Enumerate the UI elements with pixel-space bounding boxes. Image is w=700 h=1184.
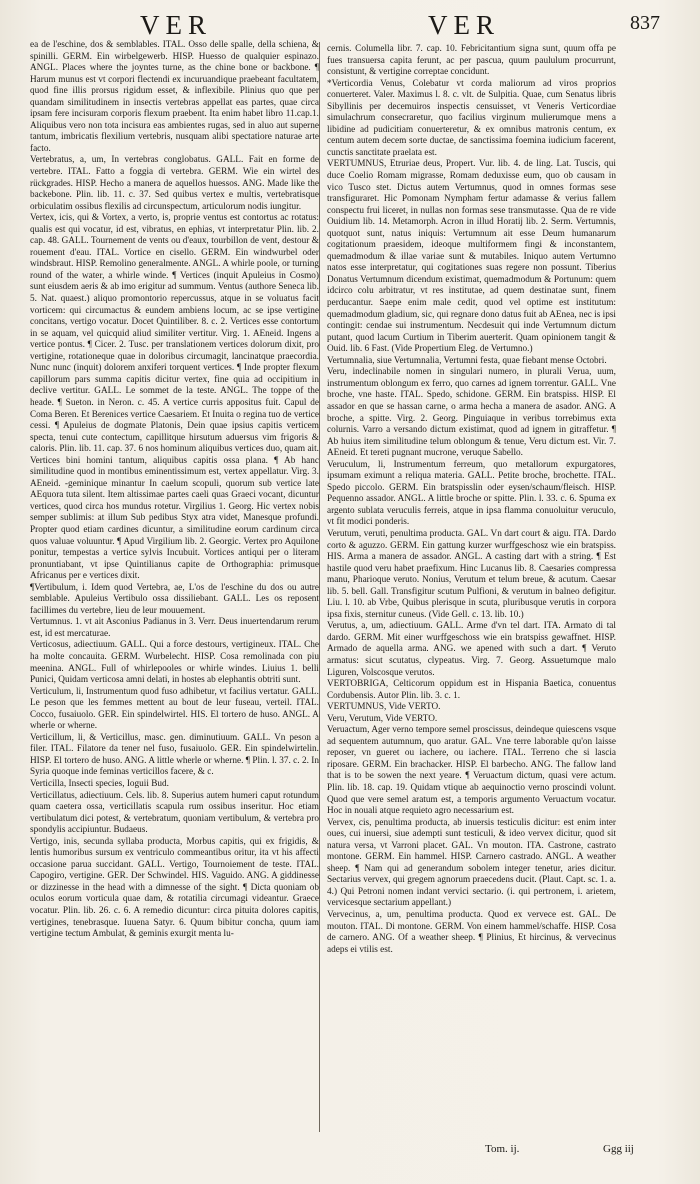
entry-verticulum: Verticulum, li, Instrumentum quod fuso adhibetur, vt facilius vertatur. GALL. Le peson que les femmes mettent au bout de leur fuseau, verteil. ITAL. Cocco, fusaiuolo. GER. Ein spindelwirtel. HIS. El tortero de huso. ANGL. A wherle or wherne. [30,686,319,732]
column-divider [319,42,320,1132]
entry-vervex: Vervex, cis, penultima producta, ab inuersis testiculis dicitur: est enim inter oues, cui inuersi, siue adempti sunt testiculi, & ideo vervex dicitur, quod sit natura versa, vt Varroni placet. GAL. Vn mouton. ITA. Castrone, castrato montone. GERM. Ein hammel. HISP. Carnero castrado. ANGL. A weather sheep. ¶ Nam qui ad generandum sobolem integer tenetur, aries dicitur. Sectarius vervex, qui gregem agnorum praecedens ducit. (Plaut. Capt. sc. 1. a. 4.) Qui Petroni nomen indant vervici sectario. (i. qui pertronem, i. arietem, vervicesque sectarium appellant.) [327,817,616,909]
entry-vertumnus: VERTUMNUS, Etruriae deus, Propert. Vur. lib. 4. de ling. Lat. Tuscis, qui duce Coelio Romam migrasse, Romam deduxisse eum, quo ob causam in vico Tusco stet. Dictus autem Vertumnus, quod in omnes formas sese transfiguraret. Hic Pomonam Nympham fertur adamasse & verius fallem conspectu frui liceret, in nullas non formas sese transmutasse. Qua de re vide Ouidium lib. 14. Metamorph. Acron in illud Horatij lib. 2. Serm. Vertumnis, quotquot sunt, natus iniquis: Vertumnum ait esse Deum humanarum cogitationum praesidem, ideoque multiformem fingi & inconstantem, quemadmodum & illae variae sunt & mutabiles. Iniquo autem Vertumno natos esse interpretatur, qui cogitationes suas regere non possunt. Tiberius Donatus Vertumnum dicendum existimat, quemadmodum & Portunum: quem idcirco colu arbitratur, vt res institutae, ad quem destinatae sunt, finem perducantur. Saepe enim male cedit, quod vel optime est institutum: quemadmodum gladium, sic, qui regnare dono datus fuit ab AEnea, nec is ipsi contingit: cendae sui instrumentum. Necdesuit qui inde Vertumnum dictum putant, quod lacum Curtium in Tiberim auerterit. Quam opinionem tangit & Ouid. lib. 6 Fast. (Vide Propertium Eleg. de Vertumno.) [327,159,616,355]
entry-veru-ref: Veru, Verutum, Vide VERTO. [327,713,438,724]
entry-verutus: Verutus, a, um, adiectiuum. GALL. Arme d'vn tel dart. ITA. Armato di tal dardo. GERM. Mit einer wurffgeschoss wie ein bratspiss gewaffnet. HISP. Armado de aquella arma. ANG. we apened with such a dart. ¶ Veruto armatus: sicut scutatus, clypeatus. Virg. 7. Georg. Assuetumque malo Liguren, Volscosque verutos. [327,621,616,678]
running-head-right: VER [428,10,500,40]
entry-verticillatus: Verticillatus, adiectiuum. Cels. lib. 8. Superius autem humeri caput rotundum quam caetera ossa, verticillatis scapula rum ossibus inseritur. Hoc etiam vertibulatum dici potest, & vertebratum, quoniam vertibulum, & vertebra pro spondylis accipiuntur. Budaeus. [30,790,319,836]
entry-vertigo-cont: cernis. Columella libr. 7. cap. 10. Febricitantium signa sunt, quum offa pe fues transuersa capita ferunt, ac per pascua, quum paululum procurrunt, consistunt, & vertigine correptae concidunt. [327,44,616,78]
right-column [327,44,616,956]
entry-verticillum: Verticillum, li, & Verticillus, masc. gen. diminutiuum. GALL. Vn peson a filer. ITAL. Filatore da tener nel fuso, fusaiuolo. GER. Ein spindelwirtelin. HISP. El tortero de huso. ANG. A little wherle or wherne. ¶ Plin. l. 37. c. 2. In Syria quoque inde feminas verticillos facere, & c. [30,732,319,778]
entry-vertebratus: Vertebratus, a, um, In vertebras conglobatus. GALL. Fait en forme de vertebre. ITAL. Fatto a foggia di vertebra. GERM. Wie ein wirtel des rückgrades. HISP. Hecho a manera de aquellos huessos. ANG. Made like the backebone. Plin. lib. 11. c. 37. Sed quibus vertex e multis, vertebratisque orbiculatim ossibus flexilis ad circunspectum, articulorum nodis iungitur. [30,155,319,212]
page-footer [30,1143,660,1159]
entry-vervecinus: Vervecinus, a, um, penultima producta. Quod ex vervece est. GAL. De mouton. ITAL. Di montone. GERM. Von einem hammel/schaffe. HISP. Cosa de carnero. ANG. Of a weather sheep. ¶ Plinius, Et hircinus, & vervecinus adeps ei vtilis est. [327,910,616,955]
entry-vertumnus-asconius: Vertumnus. 1. vt ait Asconius Padianus in 3. Verr. Deus inuertendarum rerum est, id est mercaturae. [30,617,319,639]
entry-vertumnalia: Vertumnalia, siue Vertumnalia, Vertumni festa, quae fiebant mense Octobri. [327,355,607,366]
running-head-left: VER [140,10,212,40]
entry-vertebra-cont: ea de l'eschine, dos & semblables. ITAL. Osso delle spalle, della schiena, & spinilli. GERM. Ein wirbelgewerb. HISP. Huesso de qualquier espinazo. ANGL. Places where the joyntes turne, as the chine bone or backbone. ¶ Harum munus est vt corpori flectendi ex incuruandique praebeant facultatem, quod fine illis prorsus rigidum esset, & inflexibile. Plinius quo que per quandam similitudinem in insectis vertebras appellat eas partes, quae circa ipsam fere incisuram corporis flexum praebent. Ita enim habet libro 11.cap.1. Aliquibus vero non tota incisura eas ambientes rugas, sed in aluo aut superne tantum, imbricatis flexilium vertebris, nusquam alibi spectatiore naturae arte facto. [30,40,319,154]
entry-vertibulum: ¶Vertibulum, i. Idem quod Vertebra, ae, L'os de l'eschine du dos ou autre semblable. Apuleius Vertibulo ossa dissiliebant. GALL. Les os reposent facillimes du vertebre, lieu de leur mouuement. [30,582,319,616]
signature-mark: Ggg iij [603,1143,634,1155]
entry-verticosus: Verticosus, adiectiuum. GALL. Qui a force destours, vertigineux. ITAL. Che ha molte concauita. GERM. Wurbelecht. HISP. Cosa remolinada con piu meenina. ANGL. Full of whirlepooles or whirle windes. Liuius 1. belli Punici, Quidam verticosa amni delati, in hostes ab elephantis obtriti sunt. [30,640,319,686]
page-number: 837 [630,12,660,34]
entry-verutum: Verutum, veruti, penultima producta. GAL. Vn dart court & aigu. ITA. Dardo corto & aguzzo. GERM. Ein gattung kurzer wurffgeschosz wie ein bratspiss. HIS. Arma a manera de assador. ANGL. A casting dart with a string. ¶ Est hastile quod veru habet praefixum. Hinc Lucanus lib. 8. Caesaries compressa manu, Pharioque veruto. Nonius, Verutum et telum breue, & acutum. Caesar lib. 5. bell. Gall. Transfigitur scutum Pulfioni, & verutum in balneo defigitur. Liu. l. 10. ab Vrbe, Quibus plerisque in scuta, pluribusque verutis in corpora ipsa fixis, sternitur cuneus. (Vide Gell. c. 13. lib. 10.) [327,528,616,620]
volume-mark: Tom. ij. [485,1143,520,1155]
entry-veru: Veru, indeclinabile nomen in singulari numero, in plurali Verua, uum, instrumentum oblongum ex ferro, quo carnes ad ignem torrentur. GALL. Vne broche, vne haste. ITAL. Spedo, schidone. GERM. Ein bratspiss. HISP. El assador en que se hassan carne, o arma hecha a manera de asador. ANG. A broche, a spitte. Virg. 2. Georg. Pinguiaque in veribus torrebimus exta colurnis. Varro a versando dictum existimat, quod ad ignem in gitraffetur. ¶ Ab huius item similitudine telum oblongum & tenue, Veru dictum est. Vir. 7. AEneid. Et tereti pugnant mucrone, veruque Sabello. [327,367,616,459]
entry-vertigo: Vertigo, inis, secunda syllaba producta, Morbus capitis, qui ex frigidis, & lentis humoribus sursum ex ventriculo commeantibus oritur, ita vt his affecti occasione parua succidant. GALL. Vertigo, Tournoiement de teste. ITAL. Capogiro, vertigine. GER. Der Schwindel. HIS. Vaguido. ANG. A giddinesse or dizzinesse in the head with a dimnesse of the sight. ¶ Dicta quoniam ob oculos eorum vorticula quae dam, & rotatilia circumagi videantur. Graece vocatur. Plin. lib. 26. c. 6. A remedio dicuntur: circa pituita dolores capitis, vertigines, tenebrasque. Iuuena Satyr. 6. Quum bibitur concha, quum iam vertigine tectum Ambulat, & geminis exurgit menta lu- [30,836,319,940]
entry-verticilla: Verticilla, Insecti species, Ioguii Bud. [30,779,169,789]
entry-verticordia: *Verticordia Venus, Colebatur vt corda maliorum ad viros proprios conuerteret. Valer. Maximus l. 8. c. vlt. de Sulpitia. Quae, cum Senatus libris Sibyllinis per decemuiros inspectis censuisset, vt Veneris Verticordiae simulachrum consecraretur, quo facilius virginum mulierumque mens a libidine ad pudicitiam conuerteretur, & ex omnibus matronis centum, ex centum autem decem sorte ductae, de sanctissima foemina iudicium facerent, cunctis sanctitate praelata est. [327,78,616,158]
entry-veruculum: Veruculum, li, Instrumentum ferreum, quo metallorum expurgatores, ipsumam eximunt a reliqua materia. GALL. Petite broche, brochette. ITAL. Spedo piccolo. GERM. Ein bratspisslin oder eysen/schaum/fleisch. HISP. Pequenno assador. ANGL. A little broche or spitte. Plin. l. 33. c. 6. Spuma ex argento sublata veruculis ferreis, atque in ipsa flamma conuoluitur veruculo, vt fit modici ponderis. [327,459,616,528]
entry-vertumnus-ref: VERTUMNUS, Vide VERTO. [327,702,441,713]
entry-vertex: Vertex, icis, qui & Vortex, a verto, is, proprie ventus est contortus ac rotatus: qualis est qui vocatur, id est, vibratus, en ephias, vt interpretatur Plin. lib. 2. cap. 48. GALL. Tournement de vents ou d'eaux, tourbillon de vent, destour & rouement d'eau. ITAL. Vortice en cisello. GERM. Ein windwurbel oder windsbraut. HISP. Remolino generalmente. ANGL. A whirle poole, or turning round of the water, a whirle winde. ¶ Vertices (inquit Apuleius in Cosmo) sunt eiusdem aeris & ab imo erigitur ad summum. Ventus (authore Seneca lib. 5. Nat. quaest.) aliquo promontorio repercussus, atque in se voluatus facit vorticem: qui circumactus & eundem ambiens locum, ac se ipse vertigine concitans, vertigo vocatur. Docet Quintiliber. 8. c. 2. Vertices esse contortum in se aquam, vel quicquid aliud similiter vertitur. Virg. 1. AEneid. Ingens a vertice pontus. ¶ Cicer. 2. Tusc. per translationem vertices dolorum dixit, pro vertigine, rotationeque quae in doloribus circumagit, lancinatque praecordia. Nunc nunc (inquit) dolorem anxiferi torquent vertices. ¶ Inde propter flexum capillorum pars summa capitis dicitur vertex, fine quia ad occipitium in declive vertitur. GALL. Le sommet de la teste. ANGL. The toppe of the heade. ¶ Sueton. in Neron. c. 45. A vertice curris appositus fuit. Capul de Coma Beren. Et Berenices vertice Caesariem. Et Inuita o regina tuo de vertice cessi. ¶ Apuleius de dogmate Platonis, Dein quae ipsius capitis verticem specta, tenui cute contectum, capillitque hirsutum aduersus vim frigoris & caloris. Plin. lib. 11. cap. 37. 6 nos hominum aliquibus vertices duo, quam ait. Vertices bini homini tantum, aliquibus capitis ossa plana. ¶ Ab hanc similitudine quod in montibus eminentissimum est, vertex appellatur. Virg. 3. AEneid. -geminique minantur In caelum scopuli, quorum sub vertice late AEquora tuta silent. Item altissimae partes caeli quas Graeci vocant, dicuntur vertices, quod circa hos mundus rotetur. Virgilius 1. Georg. Hic vertex nobis semper sublimis: at illum Sub pedibus Styx atra videt, Manesque profundi. Propter quod etiam cardines dicuntur, a similitudine eorum cardinum circa quos valuae voluuntur. ¶ Apud Virgilium lib. 2. Georgic. Vertex pro Aquilone ponitur, tempestas a vertice sylvis Incubuit. Vortices antiqui per o literam pronuntiabant, vt ipse Quintilianus capite de Orthographia: primusque Africanus per e vertices dixit. [30,213,319,582]
left-column [30,40,319,941]
page-header [40,10,660,40]
entry-vertobriga: VERTOBRIGA, Celticorum oppidum est in Hispania Baetica, conuentus Cordubensis. Autor Plin. lib. 3. c. 1. [327,679,616,701]
entry-veruactum: Veruactum, Ager verno tempore semel proscissus, deindeque quiescens vsque ad sequentem autumnum, quo aratur. GAL. Vne terre laborable qu'on laisse reposer, vn gueret ou iachere, ou iachere. ITAL. Terreno che si lascia riposare. GERM. Ein brachacker. HISP. El barbecho. ANG. The fallow land that is to be sowen the next yeare. ¶ Veruactum dictum, quasi vere actum. Plin. lib. 18. cap. 19. Quidam vtique ab aequinoctio verno proscindi volunt. Quod que vere semel aratum est, a temporis argumento Veruactum vocatur. Hoc in nouali atque requieto agro necessarium est. [327,725,616,817]
